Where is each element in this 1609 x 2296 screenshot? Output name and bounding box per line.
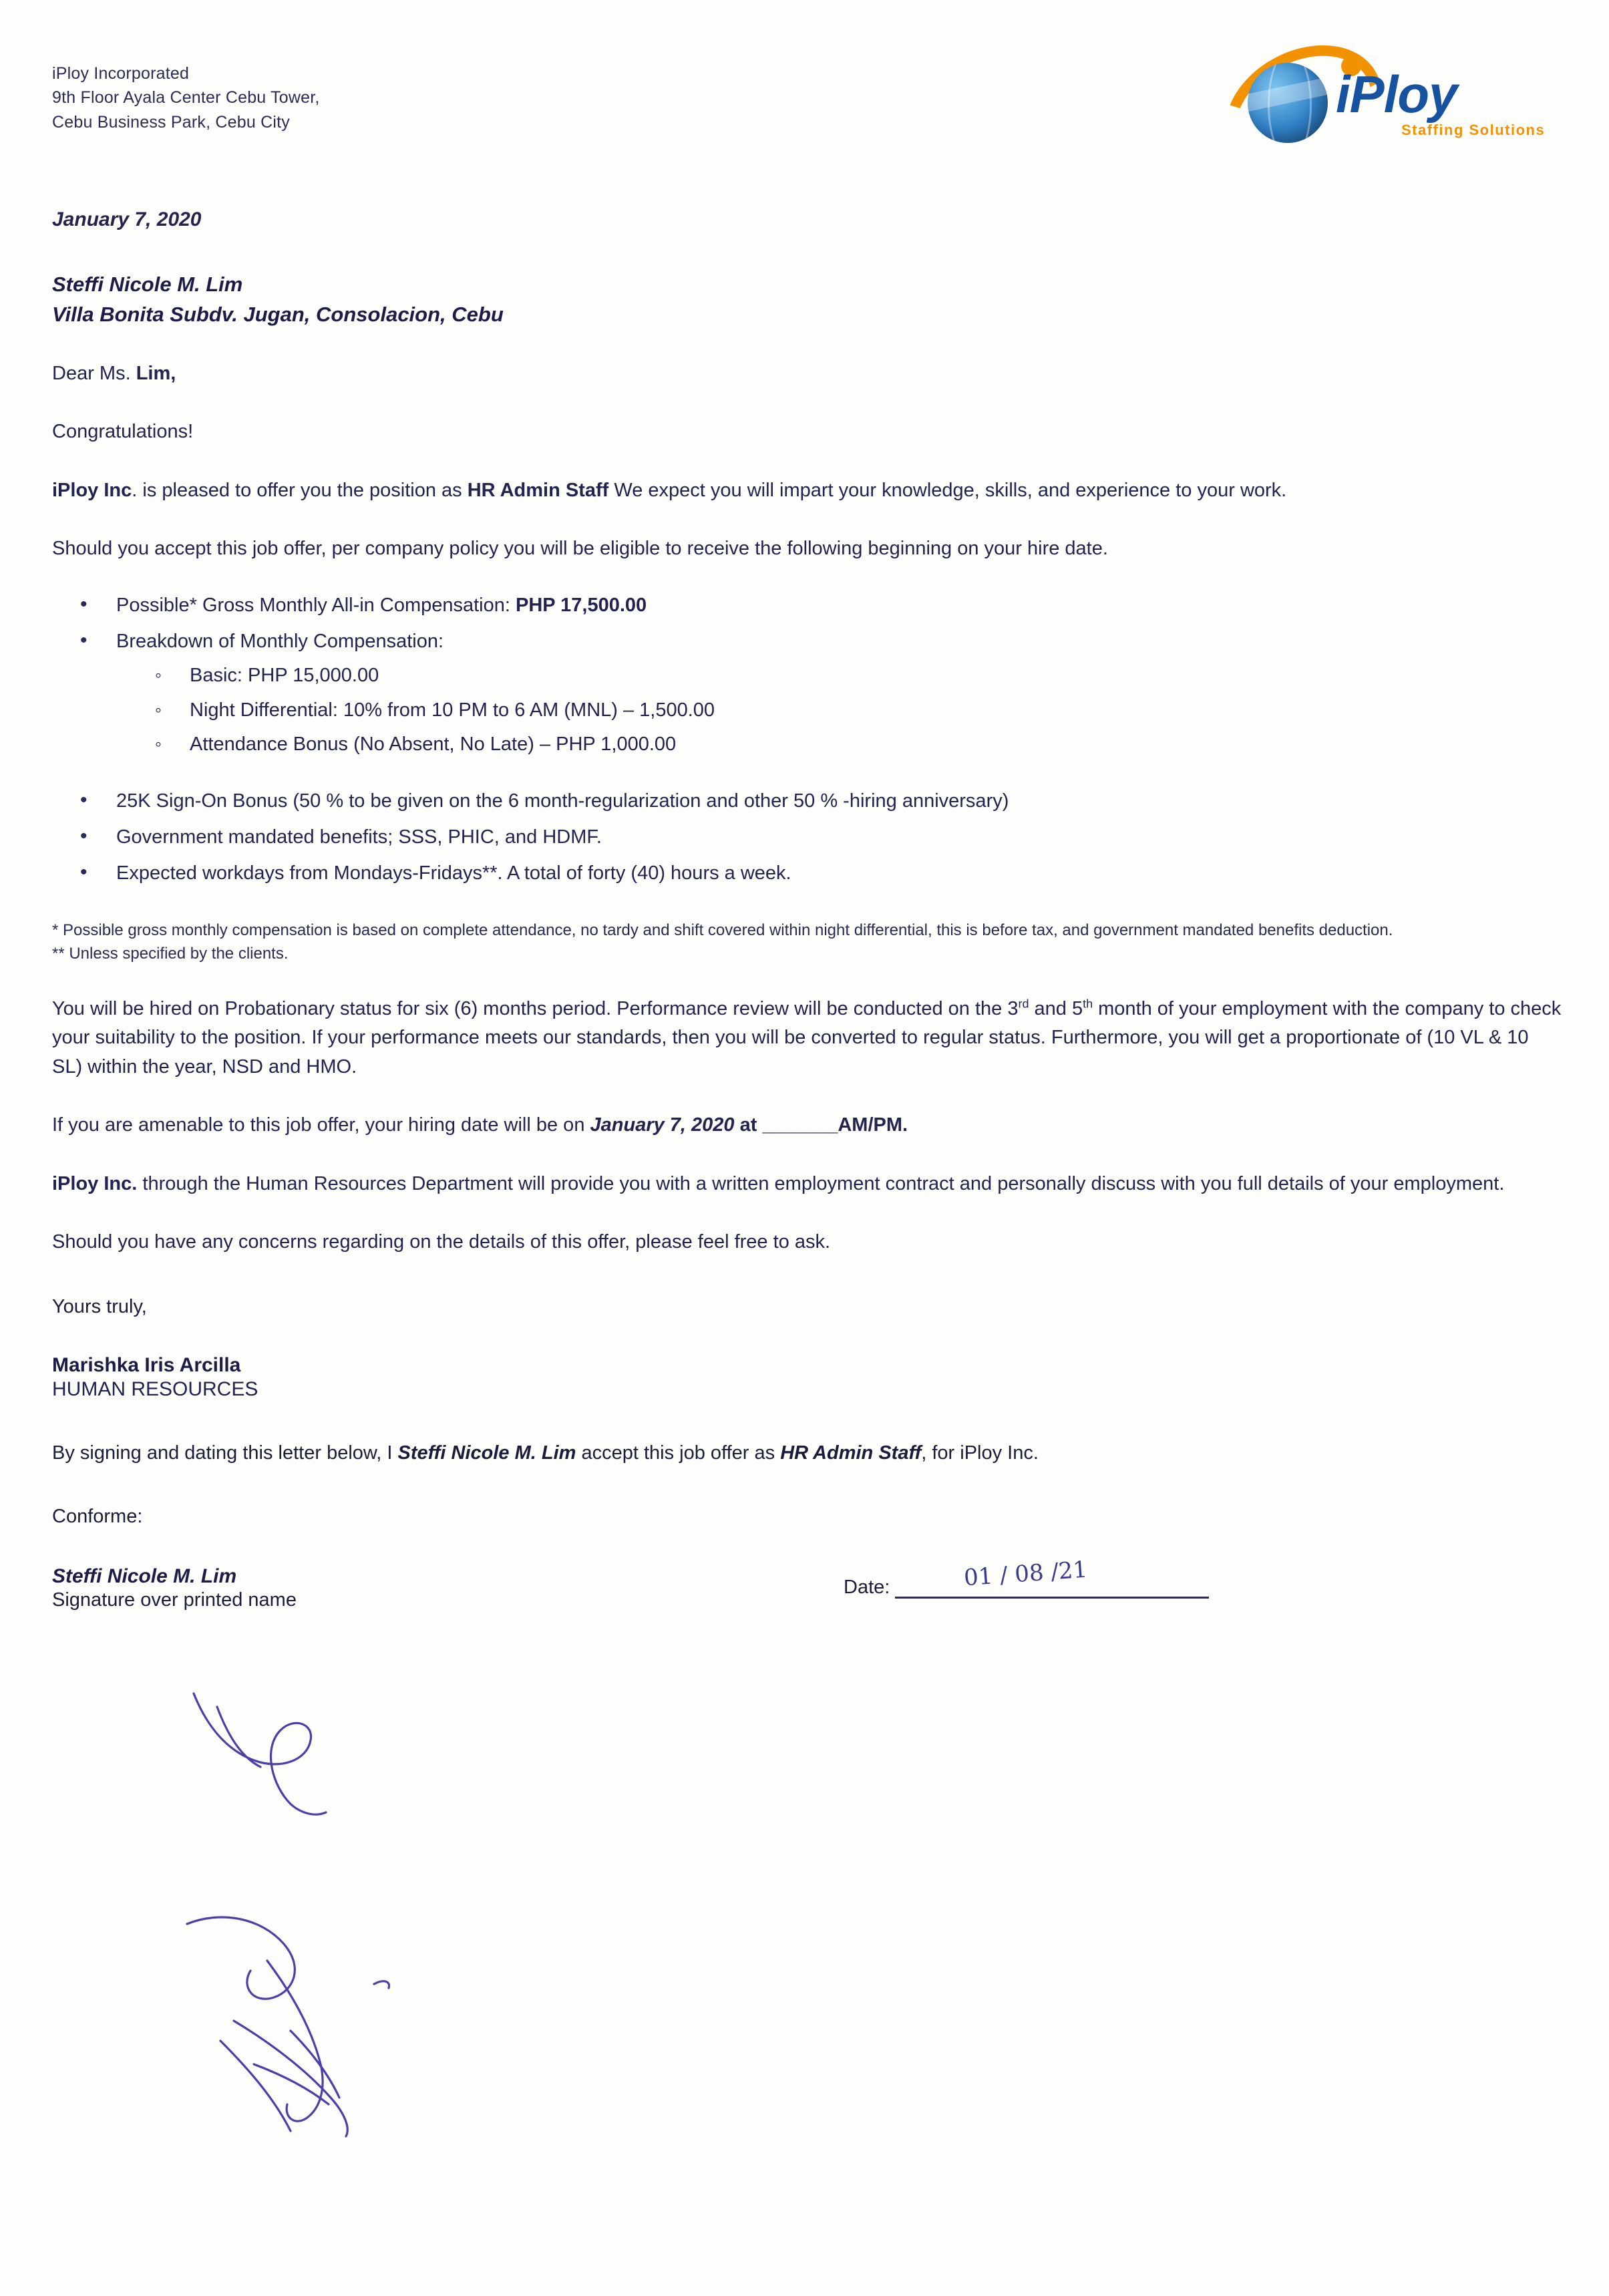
recipient-block — [52, 270, 1562, 330]
date-field-row — [844, 1556, 1562, 1599]
hr-text: through the Human Resources Department will provide you with a written employment contract and personally discuss with you full details of your employment. — [137, 1172, 1505, 1194]
salutation — [52, 359, 1562, 389]
hiring-text-2: at _______AM/PM. — [734, 1114, 908, 1136]
list-item — [52, 591, 1562, 620]
letter-content — [52, 47, 1562, 1611]
offer-paragraph — [52, 476, 1562, 506]
compensation-breakdown-list — [116, 661, 1562, 760]
company-name: iPloy Incorporated — [52, 64, 190, 83]
acceptance-text-1: By signing and dating this letter below, I — [52, 1442, 398, 1464]
company-address-line-2: Cebu Business Park, Cebu City — [52, 112, 290, 132]
letterhead — [52, 47, 1562, 160]
eligibility-paragraph: Should you accept this job offer, per company policy you will be eligible to receive the following beginning on your hire date. — [52, 538, 1108, 560]
conforme-signer-name: Steffi Nicole M. Lim — [52, 1565, 237, 1587]
congratulations-line: Congratulations! — [52, 421, 194, 443]
hr-company-name: iPloy Inc. — [52, 1172, 138, 1194]
iploy-logo — [1121, 47, 1562, 160]
list-item — [52, 627, 1562, 760]
probation-text-3: month of your employment with the company to check your suitability to the position. If your performance meets our standards, then you will be converted to regular status. Furthermore, you will get a proportionate of (10 VL & 10 SL) within the year, NSD and HMO. — [52, 997, 1562, 1078]
acceptance-paragraph — [52, 1442, 1562, 1464]
probation-text-1: You will be hired on Probationary status for six (6) months period. Performance review will be conducted on the 3 — [52, 997, 1019, 1019]
compensation-bullet-list — [52, 591, 1562, 760]
acceptance-position: HR Admin Staff — [780, 1442, 922, 1464]
offer-position: HR Admin Staff — [467, 479, 609, 501]
signer-name: Marishka Iris Arcilla — [52, 1353, 241, 1376]
footnote-single-asterisk: * Possible gross monthly compensation is based on complete attendance, no tardy and shift covered within night differential, this is before tax, and government mandated benefits deduction. — [52, 921, 1393, 939]
conforme-label: Conforme: — [52, 1505, 143, 1527]
list-item: • Government mandated benefits; SSS, PHIC, and HDMF. — [52, 822, 1562, 852]
list-item: ◦ Night Differential: 10% from 10 PM to 6 AM (MNL) – 1,500.00 — [116, 696, 1562, 725]
acceptance-text-2: accept this job offer as — [576, 1442, 781, 1464]
signer-role: HUMAN RESOURCES — [52, 1377, 258, 1400]
list-item: ◦ Attendance Bonus (No Absent, No Late) – PHP 1,000.00 — [116, 730, 1562, 760]
globe-icon — [1248, 63, 1328, 143]
bullet-text-before: Breakdown of Monthly Compensation: — [116, 630, 444, 652]
probation-text-2: and 5 — [1029, 997, 1083, 1019]
footnotes-block — [52, 919, 1562, 965]
probation-ordinal-2: th — [1083, 997, 1093, 1011]
hr-department-paragraph — [52, 1170, 1562, 1199]
employee-signature-mark — [154, 1897, 434, 2151]
acceptance-employee-name: Steffi Nicole M. Lim — [397, 1442, 576, 1464]
closing-line: Yours truly, — [52, 1295, 147, 1317]
date-label: Date: — [844, 1576, 890, 1598]
signature-caption: Signature over printed name — [52, 1589, 297, 1611]
company-address-line-1: 9th Floor Ayala Center Cebu Tower, — [52, 88, 320, 108]
logo-tagline: Staffing Solutions — [1401, 122, 1546, 138]
bullet-text-before: Possible* Gross Monthly All-in Compensation: — [116, 594, 516, 616]
offer-text-2: We expect you will impart your knowledge, skills, and experience to your work. — [608, 479, 1287, 501]
hr-signature-mark — [154, 1687, 367, 1840]
handwritten-date-value: 01 / 08 /21 — [962, 1556, 1089, 1592]
offer-company-name: iPloy Inc — [52, 479, 132, 501]
hiring-date-value: January 7, 2020 — [590, 1114, 735, 1136]
benefits-bullet-list — [52, 786, 1562, 888]
probation-ordinal-1: rd — [1018, 997, 1029, 1011]
recipient-name: Steffi Nicole M. Lim — [52, 273, 243, 296]
recipient-address: Villa Bonita Subdv. Jugan, Consolacion, Cebu — [52, 302, 504, 326]
list-item: • 25K Sign-On Bonus (50 % to be given on the 6 month-regularization and other 50 % -hiring anniversary) — [52, 786, 1562, 816]
concerns-paragraph: Should you have any concerns regarding on the details of this offer, please feel free to ask. — [52, 1231, 831, 1253]
footnote-double-asterisk: ** Unless specified by the clients. — [52, 944, 289, 963]
list-item: ◦ Basic: PHP 15,000.00 — [116, 661, 1562, 691]
hiring-text-1: If you are amenable to this job offer, your hiring date will be on — [52, 1114, 590, 1136]
list-item: • Expected workdays from Mondays-Fridays**. A total of forty (40) hours a week. — [52, 858, 1562, 888]
letter-date: January 7, 2020 — [52, 208, 202, 230]
hiring-date-paragraph — [52, 1111, 1562, 1140]
logo-wordmark: iPloy — [1336, 65, 1457, 124]
bullet-text-bold: PHP 17,500.00 — [515, 594, 647, 616]
salutation-name: Lim, — [136, 362, 176, 384]
acceptance-text-3: , for iPloy Inc. — [921, 1442, 1039, 1464]
company-address-block — [52, 47, 320, 134]
probation-paragraph — [52, 995, 1562, 1082]
offer-text-1: . is pleased to offer you the position as — [132, 479, 468, 501]
salutation-prefix: Dear Ms. — [52, 362, 136, 384]
